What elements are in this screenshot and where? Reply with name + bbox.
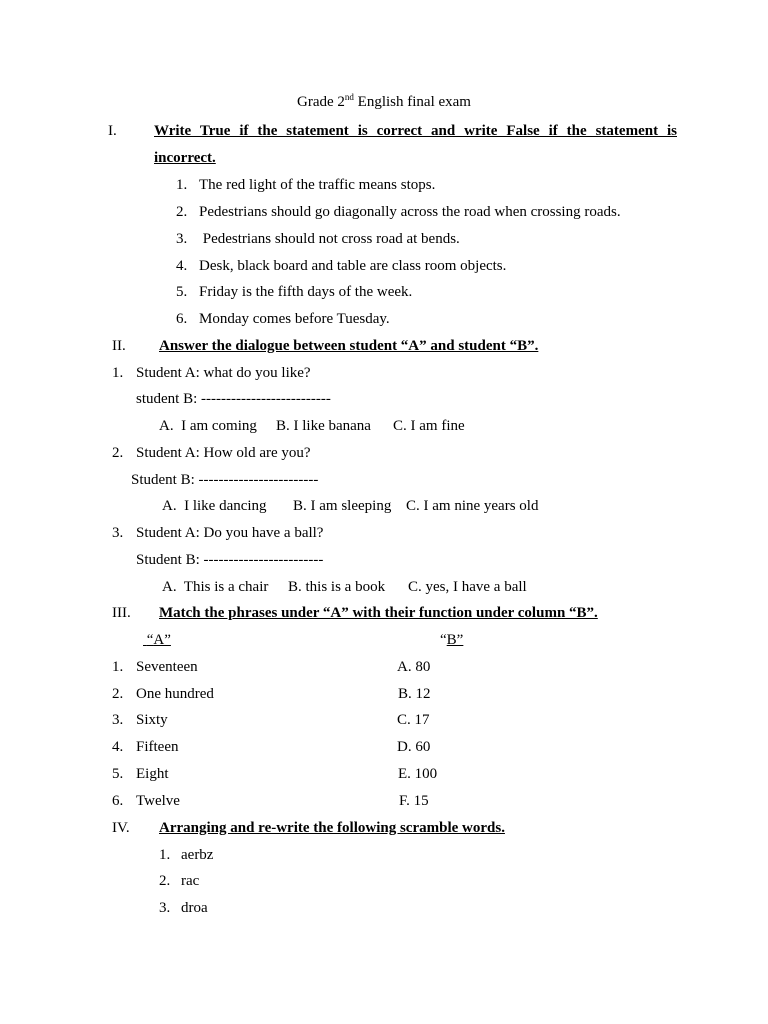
s1-item-num: 1. xyxy=(176,177,188,193)
section-1-heading-line2: incorrect. xyxy=(154,150,216,166)
column-a-header: “A” xyxy=(146,632,171,648)
section-1-heading-line1: Write True if the statement is correct and write False if the statement is xyxy=(154,123,677,139)
s3-row-num: 6. xyxy=(112,793,124,809)
s3-row-a: Sixty xyxy=(136,712,168,728)
s3-row-b: D. 60 xyxy=(397,739,431,755)
s1-item-num: 6. xyxy=(176,311,188,327)
s3-row-a: Fifteen xyxy=(136,739,179,755)
column-b-header: “B” xyxy=(440,632,464,648)
s3-row-num: 4. xyxy=(112,739,124,755)
s4-item-num: 2. xyxy=(159,873,171,889)
s2-option: A. I am coming xyxy=(159,418,257,434)
s1-item-num: 3. xyxy=(176,231,188,247)
page-title: Grade 2nd English final exam xyxy=(297,92,471,110)
s4-item-num: 1. xyxy=(159,847,171,863)
s4-item-text: rac xyxy=(181,873,200,889)
s3-row-num: 1. xyxy=(112,659,124,675)
s1-item-text: Monday comes before Tuesday. xyxy=(199,311,390,327)
section-3-numeral: III. xyxy=(112,605,131,621)
section-2-numeral: II. xyxy=(112,338,126,354)
s2-option: C. I am nine years old xyxy=(406,498,539,514)
s2-question-num: 3. xyxy=(112,525,124,541)
s2-question-num: 1. xyxy=(112,365,124,381)
s4-item-num: 3. xyxy=(159,900,171,916)
s3-row-num: 3. xyxy=(112,712,124,728)
s2-student-b-line: student B: -------------------------- xyxy=(136,391,331,407)
s1-item-text: Friday is the fifth days of the week. xyxy=(199,284,413,300)
s1-item-text: Pedestrians should go diagonally across the road when crossing roads. xyxy=(199,204,621,220)
s3-row-b: C. 17 xyxy=(397,712,430,728)
s3-row-num: 2. xyxy=(112,686,124,702)
s2-question-num: 2. xyxy=(112,445,124,461)
s2-option: B. this is a book xyxy=(288,579,386,595)
s2-student-a-line: Student A: what do you like? xyxy=(136,365,311,381)
s2-student-b-line: Student B: ------------------------ xyxy=(131,472,319,488)
s1-item-num: 5. xyxy=(176,284,188,300)
s2-option: C. I am fine xyxy=(393,418,465,434)
s1-item-text: Pedestrians should not cross road at bends. xyxy=(199,231,460,247)
s4-item-text: aerbz xyxy=(181,847,214,863)
s3-row-a: Seventeen xyxy=(136,659,198,675)
s2-option: C. yes, I have a ball xyxy=(408,579,527,595)
s2-student-b-line: Student B: ------------------------ xyxy=(136,552,324,568)
s2-option: B. I like banana xyxy=(276,418,371,434)
s3-row-a: Eight xyxy=(136,766,169,782)
section-3-heading: Match the phrases under “A” with their function under column “B”. xyxy=(159,605,598,621)
s3-row-a: Twelve xyxy=(136,793,180,809)
s1-item-num: 2. xyxy=(176,204,188,220)
section-4-heading: Arranging and re-write the following scramble words. xyxy=(159,820,505,836)
section-2-heading: Answer the dialogue between student “A” and student “B”. xyxy=(159,338,539,354)
s2-student-a-line: Student A: Do you have a ball? xyxy=(136,525,324,541)
s3-row-b: A. 80 xyxy=(397,659,431,675)
s2-option: B. I am sleeping xyxy=(293,498,392,514)
s2-option: A. I like dancing xyxy=(162,498,267,514)
s1-item-text: Desk, black board and table are class room objects. xyxy=(199,258,507,274)
s3-row-b: B. 12 xyxy=(398,686,431,702)
section-1-numeral: I. xyxy=(108,123,117,139)
s3-row-b: E. 100 xyxy=(398,766,438,782)
section-4-numeral: IV. xyxy=(112,820,130,836)
s2-option: A. This is a chair xyxy=(162,579,269,595)
s4-item-text: droa xyxy=(181,900,208,916)
s3-row-b: F. 15 xyxy=(399,793,429,809)
s1-item-text: The red light of the traffic means stops. xyxy=(199,177,436,193)
s3-row-num: 5. xyxy=(112,766,124,782)
s3-row-a: One hundred xyxy=(136,686,214,702)
s1-item-num: 4. xyxy=(176,258,188,274)
s2-student-a-line: Student A: How old are you? xyxy=(136,445,311,461)
